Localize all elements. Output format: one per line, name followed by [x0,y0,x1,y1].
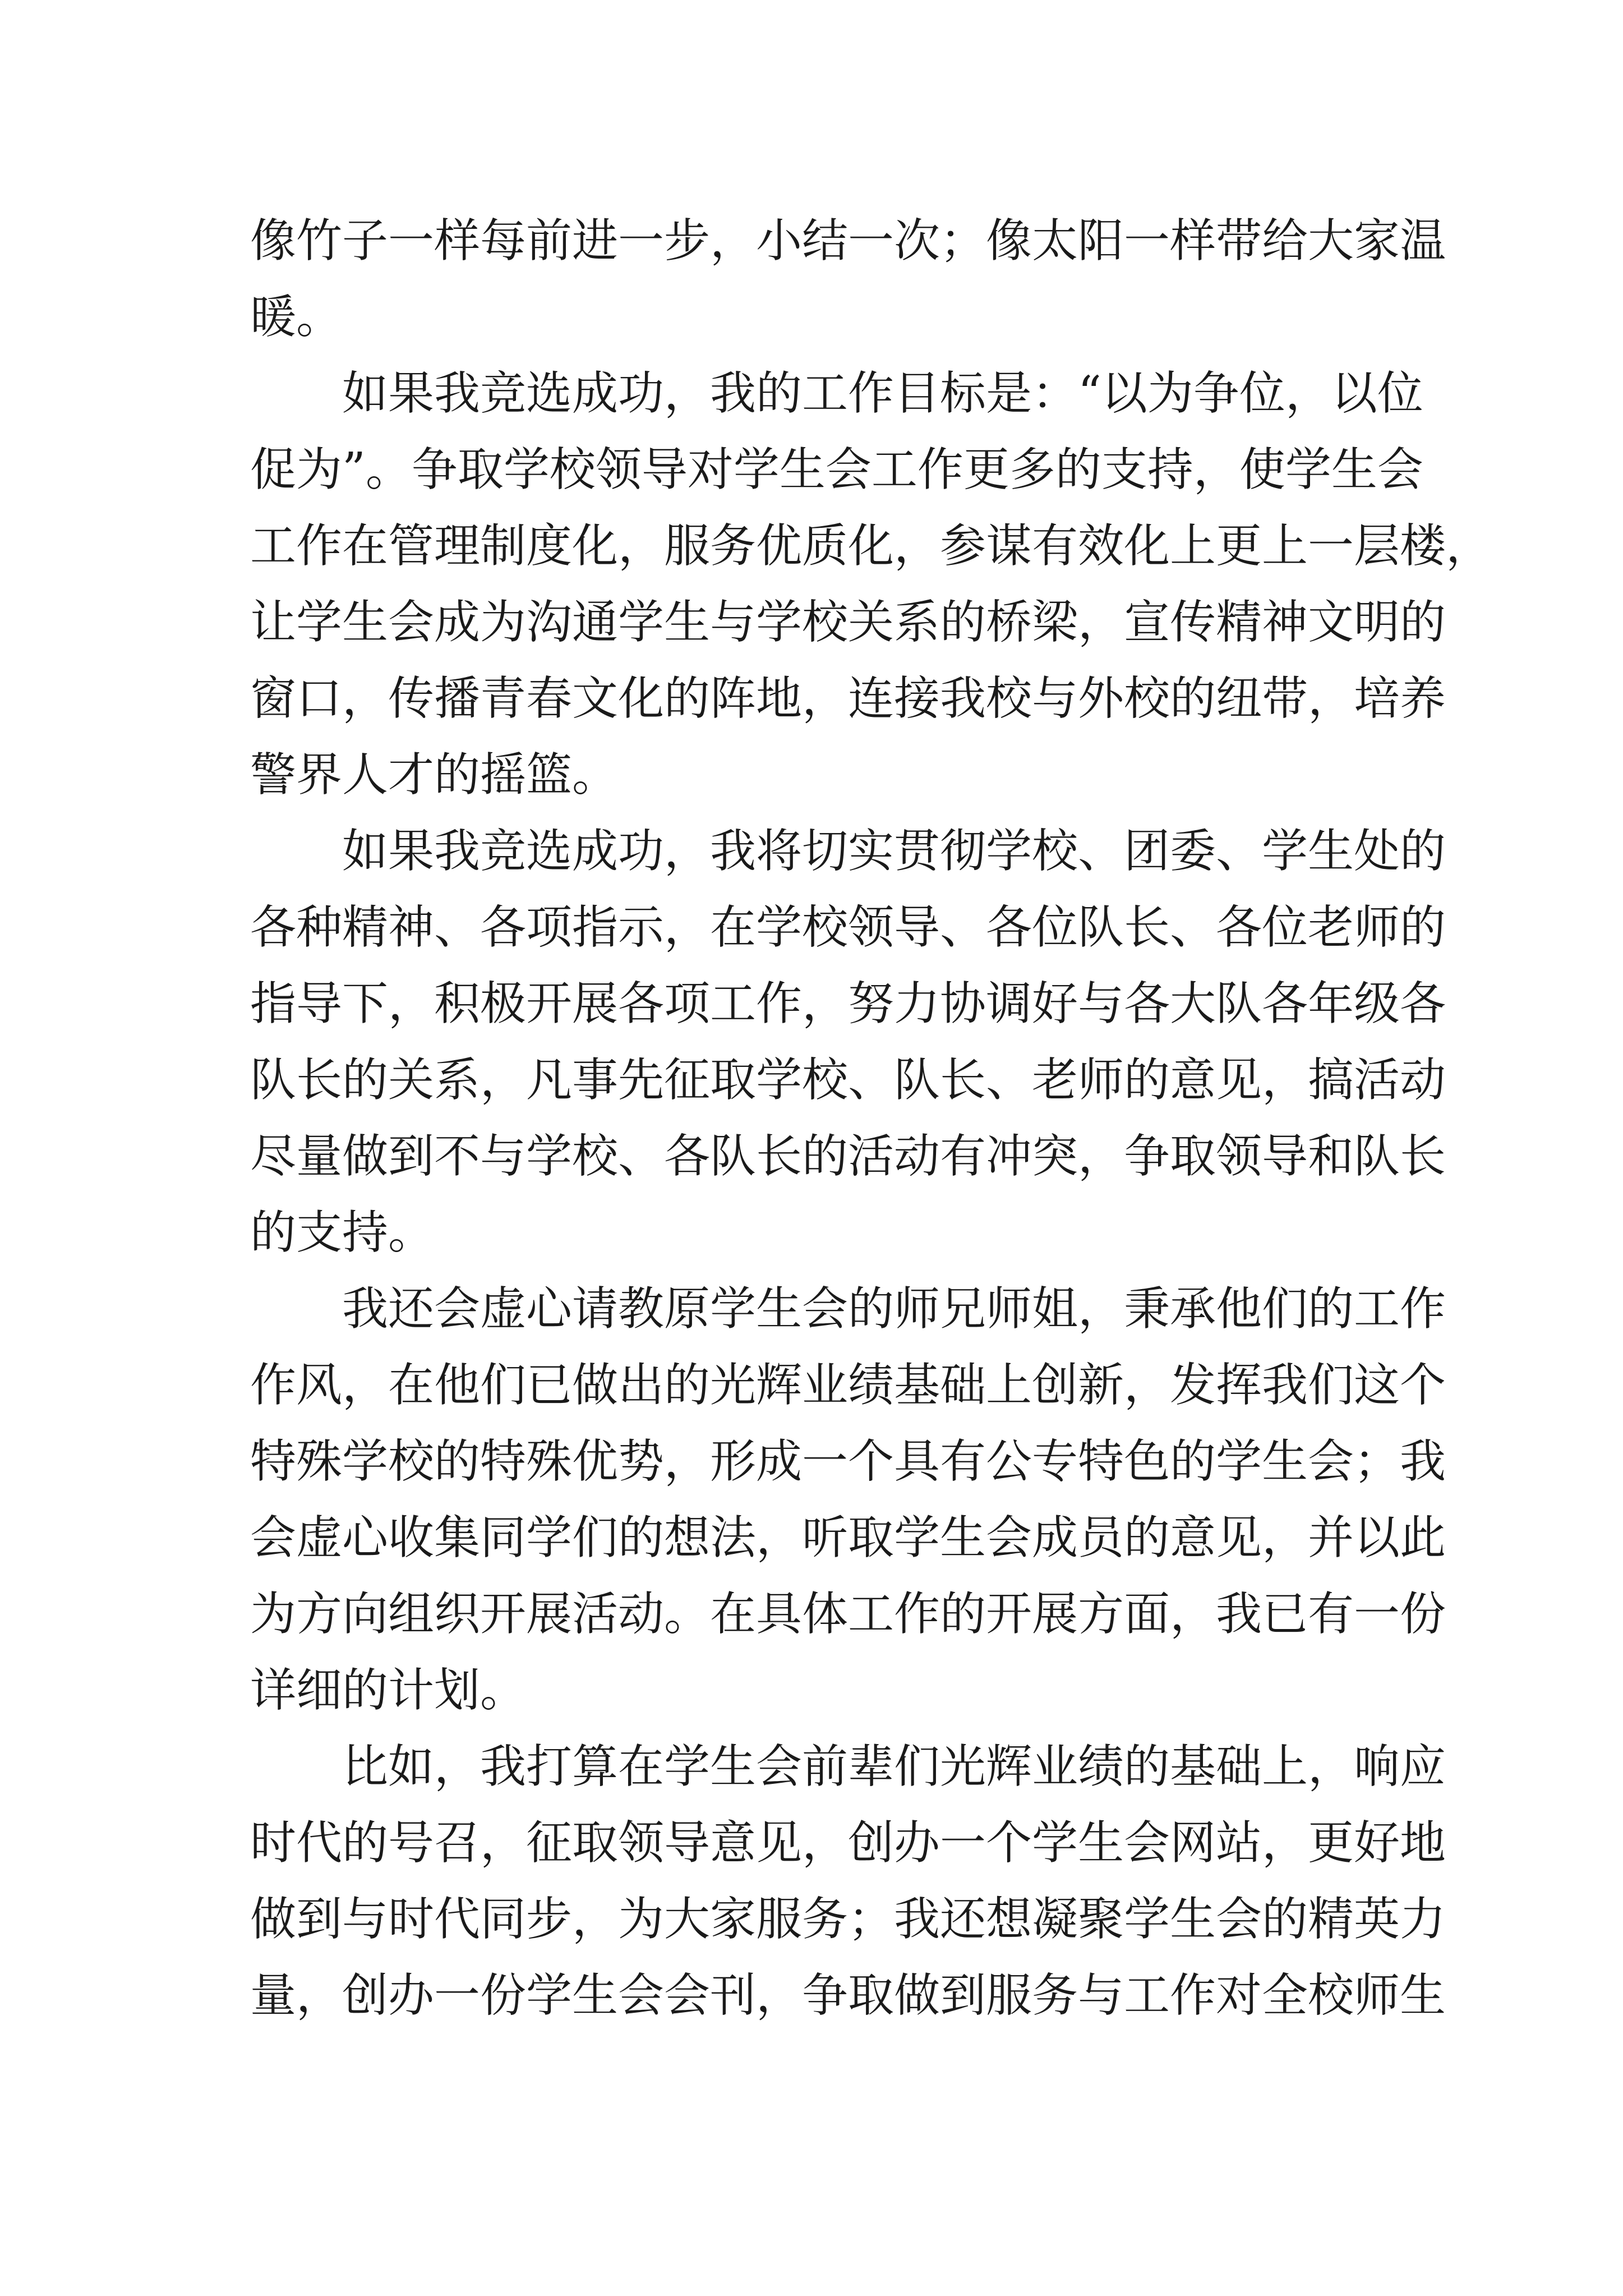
document-body-text [250,203,1492,2034]
text-line: 暖。 [250,291,343,344]
text-line: 各种精神、各项指示，在学校领导、各位队长、各位老师的 [250,901,1446,954]
text-line: 如果我竞选成功，我的工作目标是：“以为争位，以位 [342,367,1423,420]
text-line: 比如，我打算在学生会前辈们光辉业绩的基础上，响应 [342,1740,1446,1793]
text-line: 让学生会成为沟通学生与学校关系的桥梁，宣传精神文明的 [250,596,1446,649]
text-line: 特殊学校的特殊优势，形成一个具有公专特色的学生会；我 [250,1435,1446,1488]
text-line: 像竹子一样每前进一步，小结一次；像太阳一样带给大家温 [250,214,1446,268]
text-line: 详细的计划。 [250,1664,527,1717]
text-line: 工作在管理制度化，服务优质化，参谋有效化上更上一层楼， [250,519,1492,573]
text-line: 的支持。 [250,1206,435,1259]
text-line: 会虚心收集同学们的想法，听取学生会成员的意见，并以此 [250,1511,1446,1565]
text-line: 警界人才的摇篮。 [250,748,619,802]
text-line: 队长的关系，凡事先征取学校、队长、老师的意见，搞活动 [250,1053,1446,1107]
text-line: 为方向组织开展活动。在具体工作的开展方面，我已有一份 [250,1588,1446,1641]
text-line: 时代的号召，征取领导意见，创办一个学生会网站，更好地 [250,1816,1446,1870]
text-line: 如果我竞选成功，我将切实贯彻学校、团委、学生处的 [342,825,1446,878]
text-line: 尽量做到不与学校、各队长的活动有冲突，争取领导和队长 [250,1130,1446,1183]
text-line: 窗口，传播青春文化的阵地，连接我校与外校的纽带，培养 [250,672,1446,725]
text-line: 做到与时代同步，为大家服务；我还想凝聚学生会的精英力 [250,1893,1446,1946]
text-line: 促为”。争取学校领导对学生会工作更多的支持，使学生会 [250,443,1423,496]
text-line: 我还会虚心请教原学生会的师兄师姐，秉承他们的工作 [342,1282,1446,1336]
text-line: 指导下，积极开展各项工作，努力协调好与各大队各年级各 [250,977,1446,1030]
text-line: 作风，在他们已做出的光辉业绩基础上创新，发挥我们这个 [250,1359,1446,1412]
text-line: 量，创办一份学生会会刊，争取做到服务与工作对全校师生 [250,1969,1446,2022]
